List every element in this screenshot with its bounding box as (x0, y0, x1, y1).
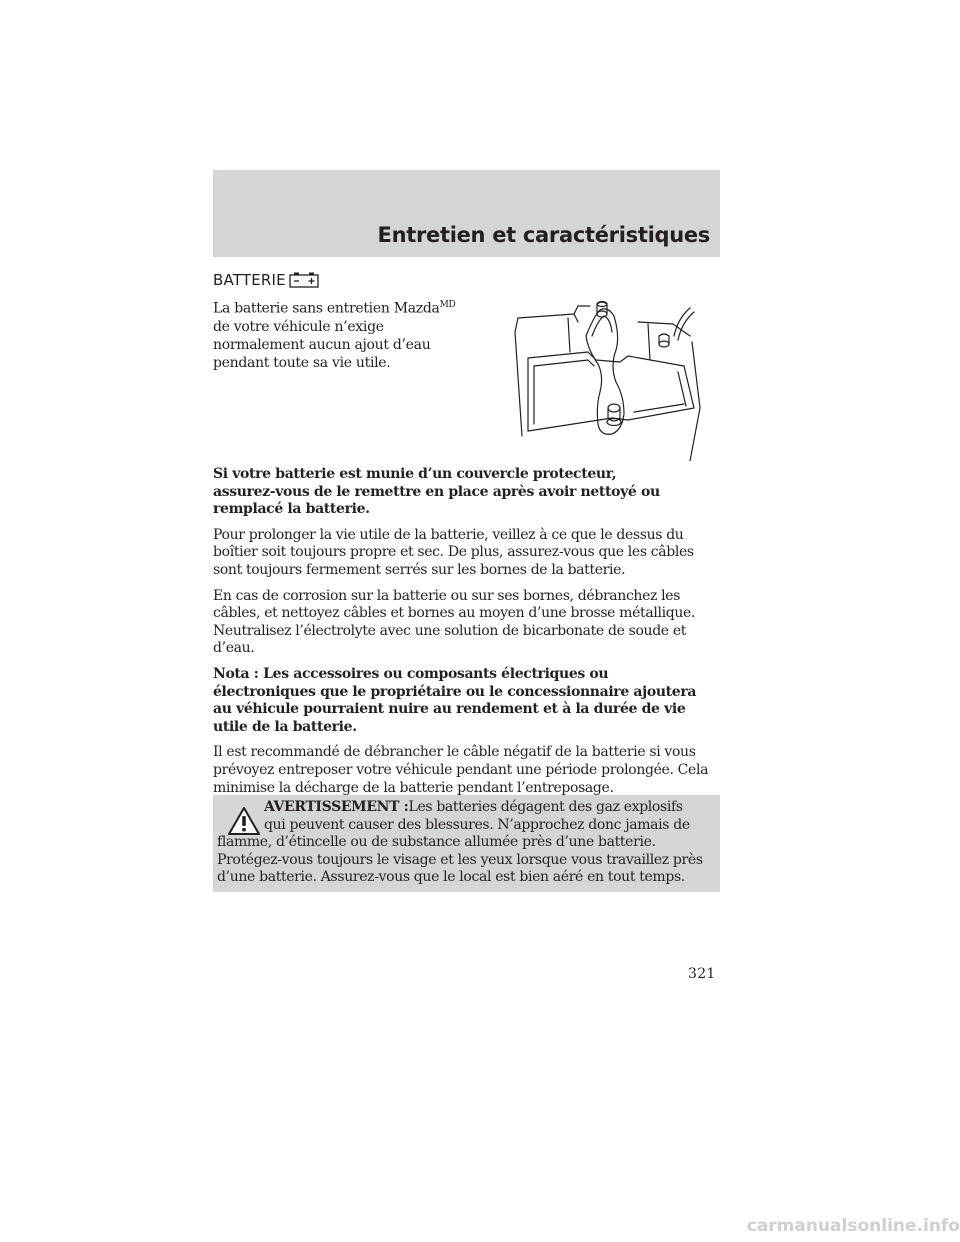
intro-line: de votre véhicule n’exige (213, 318, 384, 335)
text-line: au véhicule pourraient nuire au rendement et à la durée de vie (213, 701, 686, 718)
warning-label: AVERTISSEMENT : (264, 799, 409, 815)
paragraph-maintenance (213, 527, 721, 580)
warning-line: qui peuvent causer des blessures. N’approchez donc jamais de (264, 816, 690, 833)
watermark: carmanualsonline.info (746, 1216, 960, 1236)
text-line: câbles, et nettoyez câbles et bornes au moyen d’une brosse métallique. (213, 605, 696, 622)
text-line: Il est recommandé de débrancher le câble négatif de la batterie si vous (213, 744, 696, 761)
paragraph-storage (213, 744, 721, 797)
intro-line: La batterie sans entretien Mazda (213, 300, 440, 317)
text-line: boîtier soit toujours propre et sec. De plus, assurez-vous que les câbles (213, 544, 694, 561)
text-line: prévoyez entreposer votre véhicule pendant une période prolongée. Cela (213, 761, 709, 778)
text-line: utile de la batterie. (213, 718, 357, 735)
text-line: Neutralisez l’électrolyte avec une solution de bicarbonate de soude et (213, 622, 687, 639)
header-band (213, 170, 720, 257)
warning-line: Les batteries dégagent des gaz explosifs (408, 799, 683, 815)
text-line: sont toujours fermement serrés sur les bornes de la batterie. (213, 561, 626, 578)
warning-line: flamme, d’étincelle ou de substance allumée près d’une batterie. (217, 834, 656, 851)
text-line: Pour prolonger la vie utile de la batterie, veillez à ce que le dessus du (213, 526, 684, 543)
intro-text (213, 296, 483, 372)
warning-line: d’une batterie. Assurez-vous que le local est bien aéré en tout temps. (217, 869, 685, 886)
warning-box (213, 795, 720, 892)
intro-line: normalement aucun ajout d’eau (213, 336, 431, 353)
text-line: Nota : Les accessoires ou composants électriques ou (213, 665, 609, 682)
text-line: électroniques que le propriétaire ou le concessionnaire ajoutera (213, 683, 697, 700)
section-title: BATTERIE (213, 271, 286, 289)
trademark-superscript: MD (439, 300, 456, 310)
text-line: Si votre batterie est munie d’un couvercle protecteur, (213, 466, 617, 482)
text-line: d’eau. (213, 640, 255, 657)
text-line: assurez-vous de le remettre en place après avoir nettoyé ou (213, 483, 660, 500)
paragraph-corrosion (213, 588, 721, 658)
page-number: 321 (688, 966, 716, 982)
warning-line: Protégez-vous toujours le visage et les yeux lorsque vous travaillez près (217, 851, 703, 868)
paragraph-cover-reminder (213, 466, 721, 519)
section-heading (213, 271, 319, 289)
warning-text (217, 799, 715, 887)
paragraph-note (213, 666, 721, 736)
text-line: remplacé la batterie. (213, 501, 370, 518)
main-content (213, 466, 721, 805)
page-title: Entretien et caractéristiques (377, 223, 710, 247)
intro-line: pendant toute sa vie utile. (213, 354, 391, 371)
text-line: En cas de corrosion sur la batterie ou sur ses bornes, débranchez les (213, 587, 681, 604)
text-line: minimise la décharge de la batterie pendant l’entreposage. (213, 779, 614, 796)
battery-illustration (508, 296, 708, 461)
battery-icon (289, 272, 319, 288)
